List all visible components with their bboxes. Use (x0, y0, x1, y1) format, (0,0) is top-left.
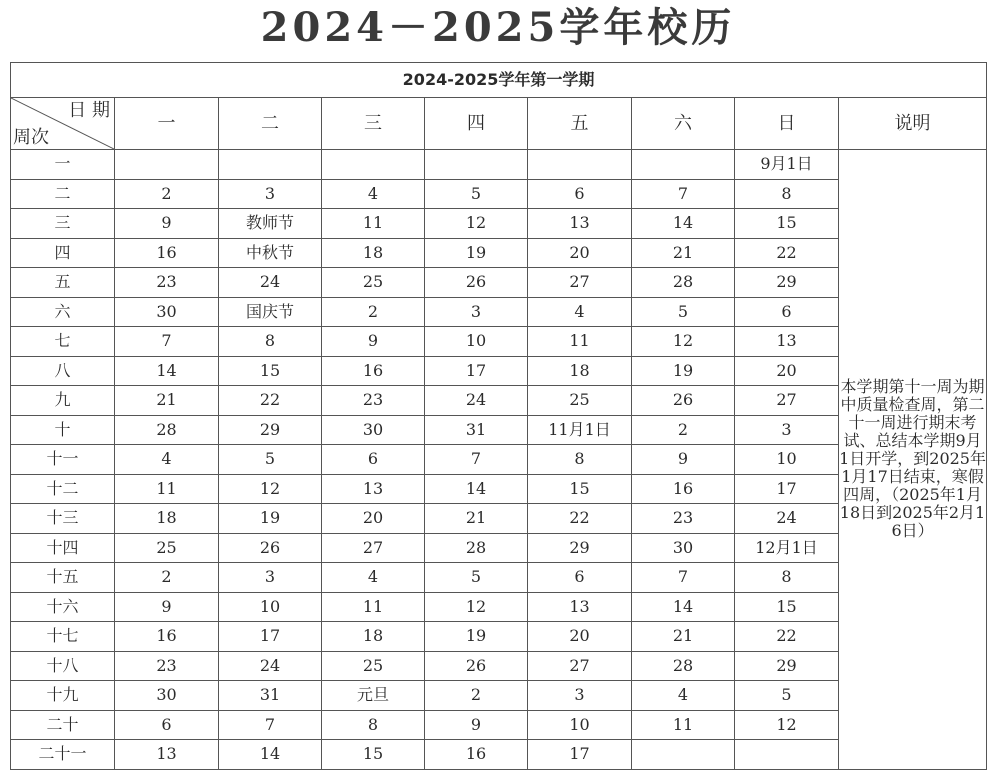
date-cell: 16 (425, 740, 528, 770)
week-label: 四 (11, 238, 115, 268)
table-row (11, 150, 987, 180)
date-cell: 28 (632, 268, 735, 298)
week-label: 二十一 (11, 740, 115, 770)
date-cell: 16 (322, 356, 425, 386)
corner-week-label: 周次 (13, 127, 49, 148)
date-cell: 28 (425, 533, 528, 563)
date-cell: 16 (632, 474, 735, 504)
date-cell: 19 (425, 622, 528, 652)
date-cell: 2 (115, 563, 219, 593)
school-calendar-table (10, 62, 987, 770)
date-cell: 21 (115, 386, 219, 416)
date-cell: 25 (115, 533, 219, 563)
week-label: 九 (11, 386, 115, 416)
date-cell: 9 (115, 592, 219, 622)
date-cell: 19 (219, 504, 322, 534)
date-cell (425, 150, 528, 180)
date-cell (219, 150, 322, 180)
date-cell: 29 (735, 651, 839, 681)
date-cell: 28 (115, 415, 219, 445)
date-cell: 19 (632, 356, 735, 386)
day-header-sun: 日 (735, 98, 839, 150)
date-cell: 10 (425, 327, 528, 357)
date-cell: 15 (735, 209, 839, 239)
date-cell: 4 (322, 179, 425, 209)
date-cell: 26 (425, 651, 528, 681)
date-cell: 17 (425, 356, 528, 386)
date-cell: 12月1日 (735, 533, 839, 563)
date-cell: 14 (632, 592, 735, 622)
date-cell: 31 (425, 415, 528, 445)
date-cell: 12 (632, 327, 735, 357)
date-cell: 7 (115, 327, 219, 357)
date-cell: 9 (322, 327, 425, 357)
date-cell: 23 (115, 268, 219, 298)
week-label: 五 (11, 268, 115, 298)
week-label: 二十 (11, 710, 115, 740)
date-cell: 19 (425, 238, 528, 268)
week-label: 十二 (11, 474, 115, 504)
date-cell: 3 (528, 681, 632, 711)
date-cell: 30 (322, 415, 425, 445)
date-cell: 23 (322, 386, 425, 416)
corner-date-label: 日 期 (68, 100, 110, 121)
date-cell: 2 (322, 297, 425, 327)
date-cell: 3 (219, 563, 322, 593)
date-cell: 15 (528, 474, 632, 504)
date-cell: 9 (425, 710, 528, 740)
week-label: 六 (11, 297, 115, 327)
date-cell: 18 (115, 504, 219, 534)
day-header-fri: 五 (528, 98, 632, 150)
date-cell: 22 (735, 238, 839, 268)
date-cell: 18 (322, 238, 425, 268)
date-cell: 8 (735, 179, 839, 209)
date-cell: 17 (735, 474, 839, 504)
date-cell: 15 (322, 740, 425, 770)
date-cell: 21 (632, 622, 735, 652)
day-header-tue: 二 (219, 98, 322, 150)
semester-title: 2024-2025学年第一学期 (11, 63, 987, 98)
date-cell: 8 (219, 327, 322, 357)
date-cell: 2 (425, 681, 528, 711)
date-cell: 4 (322, 563, 425, 593)
week-label: 十八 (11, 651, 115, 681)
date-cell: 7 (219, 710, 322, 740)
date-cell: 14 (115, 356, 219, 386)
week-label: 二 (11, 179, 115, 209)
date-cell: 31 (219, 681, 322, 711)
date-cell: 26 (425, 268, 528, 298)
date-cell (528, 150, 632, 180)
date-cell: 20 (528, 238, 632, 268)
date-cell: 16 (115, 238, 219, 268)
note-cell: 本学期第十一周为期中质量检查周，第二十一周进行期末考试、总结本学期9月1日开学，到2025年1月17日结束，寒假四周，（2025年1月18日到2025年2月16日） (839, 150, 987, 770)
date-cell: 18 (322, 622, 425, 652)
date-cell: 5 (425, 179, 528, 209)
date-cell: 16 (115, 622, 219, 652)
date-cell: 3 (425, 297, 528, 327)
date-cell: 27 (322, 533, 425, 563)
note-header: 说明 (839, 98, 987, 150)
date-cell: 14 (219, 740, 322, 770)
date-cell: 21 (632, 238, 735, 268)
date-cell: 7 (425, 445, 528, 475)
date-cell (632, 150, 735, 180)
date-cell: 24 (735, 504, 839, 534)
date-cell: 9 (115, 209, 219, 239)
date-cell: 29 (735, 268, 839, 298)
date-cell: 6 (322, 445, 425, 475)
date-cell: 17 (219, 622, 322, 652)
date-cell: 2 (632, 415, 735, 445)
date-cell: 10 (219, 592, 322, 622)
date-cell: 3 (735, 415, 839, 445)
date-cell: 12 (735, 710, 839, 740)
week-label: 十五 (11, 563, 115, 593)
date-cell: 11 (322, 592, 425, 622)
date-cell: 26 (219, 533, 322, 563)
date-cell: 4 (632, 681, 735, 711)
date-cell (735, 740, 839, 770)
week-label: 十一 (11, 445, 115, 475)
date-cell: 21 (425, 504, 528, 534)
date-cell: 8 (528, 445, 632, 475)
date-cell: 11 (632, 710, 735, 740)
week-label: 十 (11, 415, 115, 445)
page-title: 2024－2025学年校历 (260, 4, 736, 51)
date-cell: 24 (425, 386, 528, 416)
date-cell: 20 (528, 622, 632, 652)
date-cell: 13 (528, 209, 632, 239)
date-cell: 2 (115, 179, 219, 209)
date-cell: 30 (115, 297, 219, 327)
date-cell: 28 (632, 651, 735, 681)
date-cell: 6 (528, 563, 632, 593)
date-cell: 20 (322, 504, 425, 534)
date-cell: 5 (425, 563, 528, 593)
date-cell (115, 150, 219, 180)
week-label: 十三 (11, 504, 115, 534)
day-header-sat: 六 (632, 98, 735, 150)
date-cell: 5 (632, 297, 735, 327)
date-cell: 13 (322, 474, 425, 504)
week-label: 一 (11, 150, 115, 180)
date-cell (322, 150, 425, 180)
date-cell: 15 (735, 592, 839, 622)
date-cell: 8 (322, 710, 425, 740)
date-cell: 15 (219, 356, 322, 386)
date-cell: 22 (528, 504, 632, 534)
date-cell: 14 (425, 474, 528, 504)
date-cell: 14 (632, 209, 735, 239)
date-cell: 23 (632, 504, 735, 534)
date-cell: 5 (219, 445, 322, 475)
week-label: 十四 (11, 533, 115, 563)
date-cell: 10 (528, 710, 632, 740)
date-cell: 13 (735, 327, 839, 357)
date-cell: 25 (528, 386, 632, 416)
date-cell: 4 (528, 297, 632, 327)
date-cell: 11月1日 (528, 415, 632, 445)
date-cell: 26 (632, 386, 735, 416)
date-cell: 13 (528, 592, 632, 622)
date-cell: 11 (322, 209, 425, 239)
date-cell: 11 (528, 327, 632, 357)
date-cell: 6 (735, 297, 839, 327)
date-cell: 11 (115, 474, 219, 504)
date-cell: 25 (322, 268, 425, 298)
date-cell: 27 (735, 386, 839, 416)
date-cell: 23 (115, 651, 219, 681)
date-cell: 7 (632, 563, 735, 593)
day-header-mon: 一 (115, 98, 219, 150)
day-header-thu: 四 (425, 98, 528, 150)
date-cell: 9月1日 (735, 150, 839, 180)
date-cell: 27 (528, 651, 632, 681)
date-cell: 24 (219, 268, 322, 298)
date-cell: 22 (735, 622, 839, 652)
corner-header (11, 98, 115, 150)
date-cell: 3 (219, 179, 322, 209)
date-cell: 29 (219, 415, 322, 445)
date-cell: 27 (528, 268, 632, 298)
date-cell: 9 (632, 445, 735, 475)
date-cell: 6 (528, 179, 632, 209)
date-cell: 24 (219, 651, 322, 681)
date-cell: 20 (735, 356, 839, 386)
date-cell: 22 (219, 386, 322, 416)
date-cell: 4 (115, 445, 219, 475)
week-label: 七 (11, 327, 115, 357)
date-cell: 6 (115, 710, 219, 740)
date-cell: 教师节 (219, 209, 322, 239)
date-cell: 17 (528, 740, 632, 770)
date-cell: 国庆节 (219, 297, 322, 327)
date-cell: 29 (528, 533, 632, 563)
date-cell: 30 (632, 533, 735, 563)
week-label: 十七 (11, 622, 115, 652)
date-cell: 10 (735, 445, 839, 475)
date-cell: 18 (528, 356, 632, 386)
week-label: 十九 (11, 681, 115, 711)
date-cell: 7 (632, 179, 735, 209)
date-cell: 12 (219, 474, 322, 504)
week-rows (11, 150, 987, 770)
date-cell: 25 (322, 651, 425, 681)
date-cell: 5 (735, 681, 839, 711)
date-cell: 12 (425, 209, 528, 239)
date-cell: 中秋节 (219, 238, 322, 268)
date-cell: 元旦 (322, 681, 425, 711)
date-cell: 13 (115, 740, 219, 770)
date-cell: 30 (115, 681, 219, 711)
week-label: 十六 (11, 592, 115, 622)
date-cell: 8 (735, 563, 839, 593)
date-cell (632, 740, 735, 770)
date-cell: 12 (425, 592, 528, 622)
week-label: 三 (11, 209, 115, 239)
day-header-wed: 三 (322, 98, 425, 150)
week-label: 八 (11, 356, 115, 386)
